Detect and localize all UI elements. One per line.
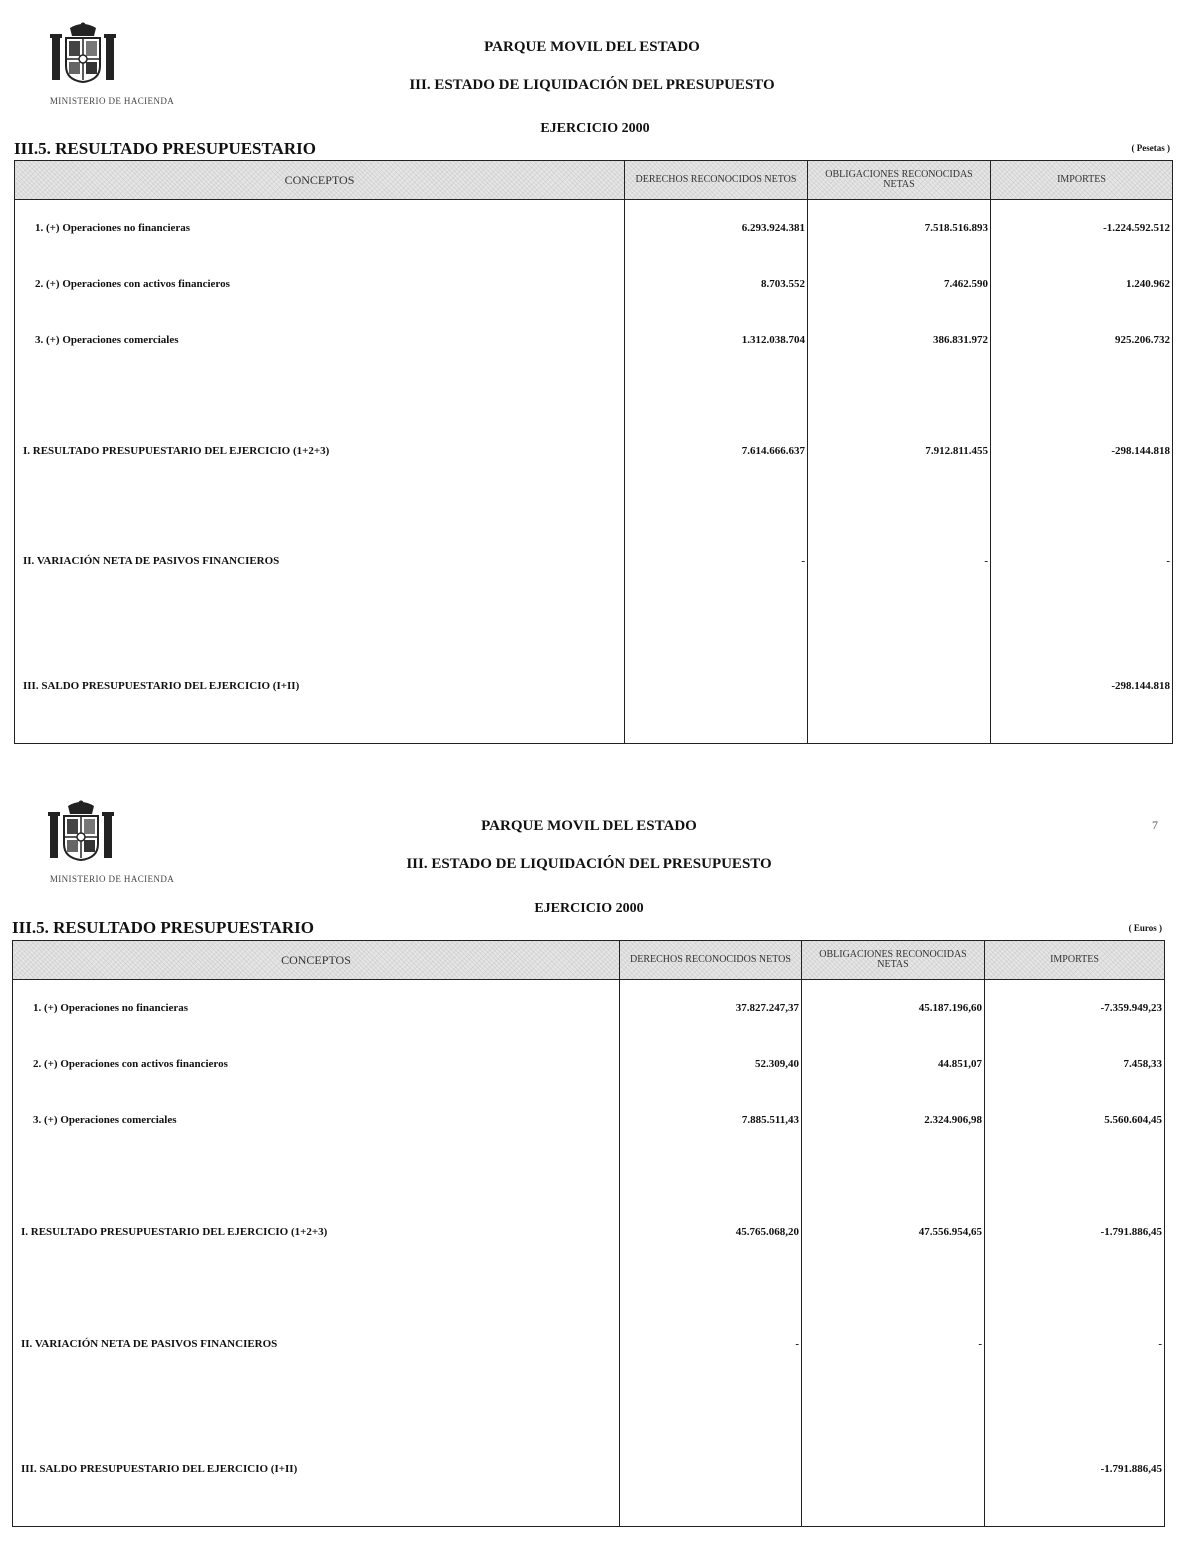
row-concept: I. RESULTADO PRESUPUESTARIO DEL EJERCICIO (1+2+3) <box>13 1148 620 1316</box>
row-importes: 5.560.604,45 <box>985 1092 1165 1148</box>
row-obligaciones: 7.518.516.893 <box>808 200 991 256</box>
row-importes: -298.144.818 <box>991 368 1173 534</box>
org-title: PARQUE MOVIL DEL ESTADO <box>481 818 697 834</box>
row-derechos: 8.703.552 <box>625 256 808 312</box>
coat-of-arms-icon <box>50 22 116 84</box>
table-row <box>13 1036 1165 1092</box>
row-obligaciones: 45.187.196,60 <box>802 980 985 1036</box>
col-header-obligaciones: OBLIGACIONES RECONOCIDAS NETAS <box>802 941 985 980</box>
row-concept: II. VARIACIÓN NETA DE PASIVOS FINANCIEROS <box>15 534 625 589</box>
row-obligaciones <box>808 589 991 744</box>
row-derechos: - <box>620 1316 802 1372</box>
row-concept: 2. (+) Operaciones con activos financieros <box>13 1036 620 1092</box>
row-concept: I. RESULTADO PRESUPUESTARIO DEL EJERCICIO (1+2+3) <box>15 368 625 534</box>
table-row <box>15 200 1173 256</box>
ministry-label: MINISTERIO DE HACIENDA <box>49 96 175 106</box>
row-obligaciones: 7.912.811.455 <box>808 368 991 534</box>
row-concept: III. SALDO PRESUPUESTARIO DEL EJERCICIO (I+II) <box>15 589 625 744</box>
row-derechos: 7.614.666.637 <box>625 368 808 534</box>
col-header-conceptos: CONCEPTOS <box>13 941 620 980</box>
col-header-derechos: DERECHOS RECONOCIDOS NETOS <box>625 161 808 200</box>
org-title: PARQUE MOVIL DEL ESTADO <box>484 39 700 55</box>
row-derechos: 1.312.038.704 <box>625 312 808 368</box>
table-row <box>13 1092 1165 1148</box>
statement-title: III. ESTADO DE LIQUIDACIÓN DEL PRESUPUESTO <box>409 77 775 93</box>
currency-unit: ( Pesetas ) <box>1131 143 1170 153</box>
row-obligaciones <box>802 1372 985 1527</box>
row-importes: -1.791.886,45 <box>985 1148 1165 1316</box>
coat-of-arms-logo <box>50 22 116 84</box>
section-title: III.5. RESULTADO PRESUPUESTARIO <box>12 918 314 937</box>
row-obligaciones: 7.462.590 <box>808 256 991 312</box>
row-derechos: 45.765.068,20 <box>620 1148 802 1316</box>
currency-unit: ( Euros ) <box>1128 923 1162 933</box>
section-title: III.5. RESULTADO PRESUPUESTARIO <box>14 139 316 158</box>
col-header-conceptos: CONCEPTOS <box>15 161 625 200</box>
row-derechos: 52.309,40 <box>620 1036 802 1092</box>
row-obligaciones: - <box>808 534 991 589</box>
row-concept: II. VARIACIÓN NETA DE PASIVOS FINANCIEROS <box>13 1316 620 1372</box>
row-importes: -7.359.949,23 <box>985 980 1165 1036</box>
row-importes: -1.224.592.512 <box>991 200 1173 256</box>
year-title: EJERCICIO 2000 <box>540 121 650 136</box>
table-header-row <box>13 941 1165 980</box>
table-row <box>13 980 1165 1036</box>
row-concept: 1. (+) Operaciones no financieras <box>13 980 620 1036</box>
row-importes: - <box>985 1316 1165 1372</box>
row-concept: 2. (+) Operaciones con activos financieros <box>15 256 625 312</box>
row-concept: III. SALDO PRESUPUESTARIO DEL EJERCICIO (I+II) <box>13 1372 620 1527</box>
row-importes: - <box>991 534 1173 589</box>
table-header-row <box>15 161 1173 200</box>
row-obligaciones: - <box>802 1316 985 1372</box>
col-header-importes: IMPORTES <box>985 941 1165 980</box>
row-obligaciones: 386.831.972 <box>808 312 991 368</box>
col-header-obligaciones: OBLIGACIONES RECONOCIDAS NETAS <box>808 161 991 200</box>
row-derechos: - <box>625 534 808 589</box>
year-title: EJERCICIO 2000 <box>534 901 644 916</box>
table-row <box>15 368 1173 534</box>
row-derechos <box>620 1372 802 1527</box>
row-derechos: 6.293.924.381 <box>625 200 808 256</box>
table-row <box>15 589 1173 744</box>
table-row <box>13 1316 1165 1372</box>
col-header-importes: IMPORTES <box>991 161 1173 200</box>
table-row <box>13 1372 1165 1527</box>
row-derechos <box>625 589 808 744</box>
row-obligaciones: 44.851,07 <box>802 1036 985 1092</box>
table-row <box>15 534 1173 589</box>
row-concept: 1. (+) Operaciones no financieras <box>15 200 625 256</box>
budget-result-table-pesetas <box>14 160 1173 744</box>
row-importes: -1.791.886,45 <box>985 1372 1165 1527</box>
table-row <box>15 312 1173 368</box>
row-importes: 7.458,33 <box>985 1036 1165 1092</box>
ministry-label: MINISTERIO DE HACIENDA <box>49 874 175 884</box>
table-row <box>15 256 1173 312</box>
row-importes: -298.144.818 <box>991 589 1173 744</box>
row-importes: 925.206.732 <box>991 312 1173 368</box>
coat-of-arms-icon <box>48 800 114 862</box>
col-header-derechos: DERECHOS RECONOCIDOS NETOS <box>620 941 802 980</box>
row-derechos: 7.885.511,43 <box>620 1092 802 1148</box>
row-derechos: 37.827.247,37 <box>620 980 802 1036</box>
page-number: 7 <box>1152 818 1158 832</box>
row-obligaciones: 47.556.954,65 <box>802 1148 985 1316</box>
budget-result-table-euros <box>12 940 1165 1527</box>
table-row <box>13 1148 1165 1316</box>
row-importes: 1.240.962 <box>991 256 1173 312</box>
statement-title: III. ESTADO DE LIQUIDACIÓN DEL PRESUPUESTO <box>406 856 772 872</box>
coat-of-arms-logo <box>48 800 114 862</box>
row-concept: 3. (+) Operaciones comerciales <box>13 1092 620 1148</box>
row-concept: 3. (+) Operaciones comerciales <box>15 312 625 368</box>
row-obligaciones: 2.324.906,98 <box>802 1092 985 1148</box>
